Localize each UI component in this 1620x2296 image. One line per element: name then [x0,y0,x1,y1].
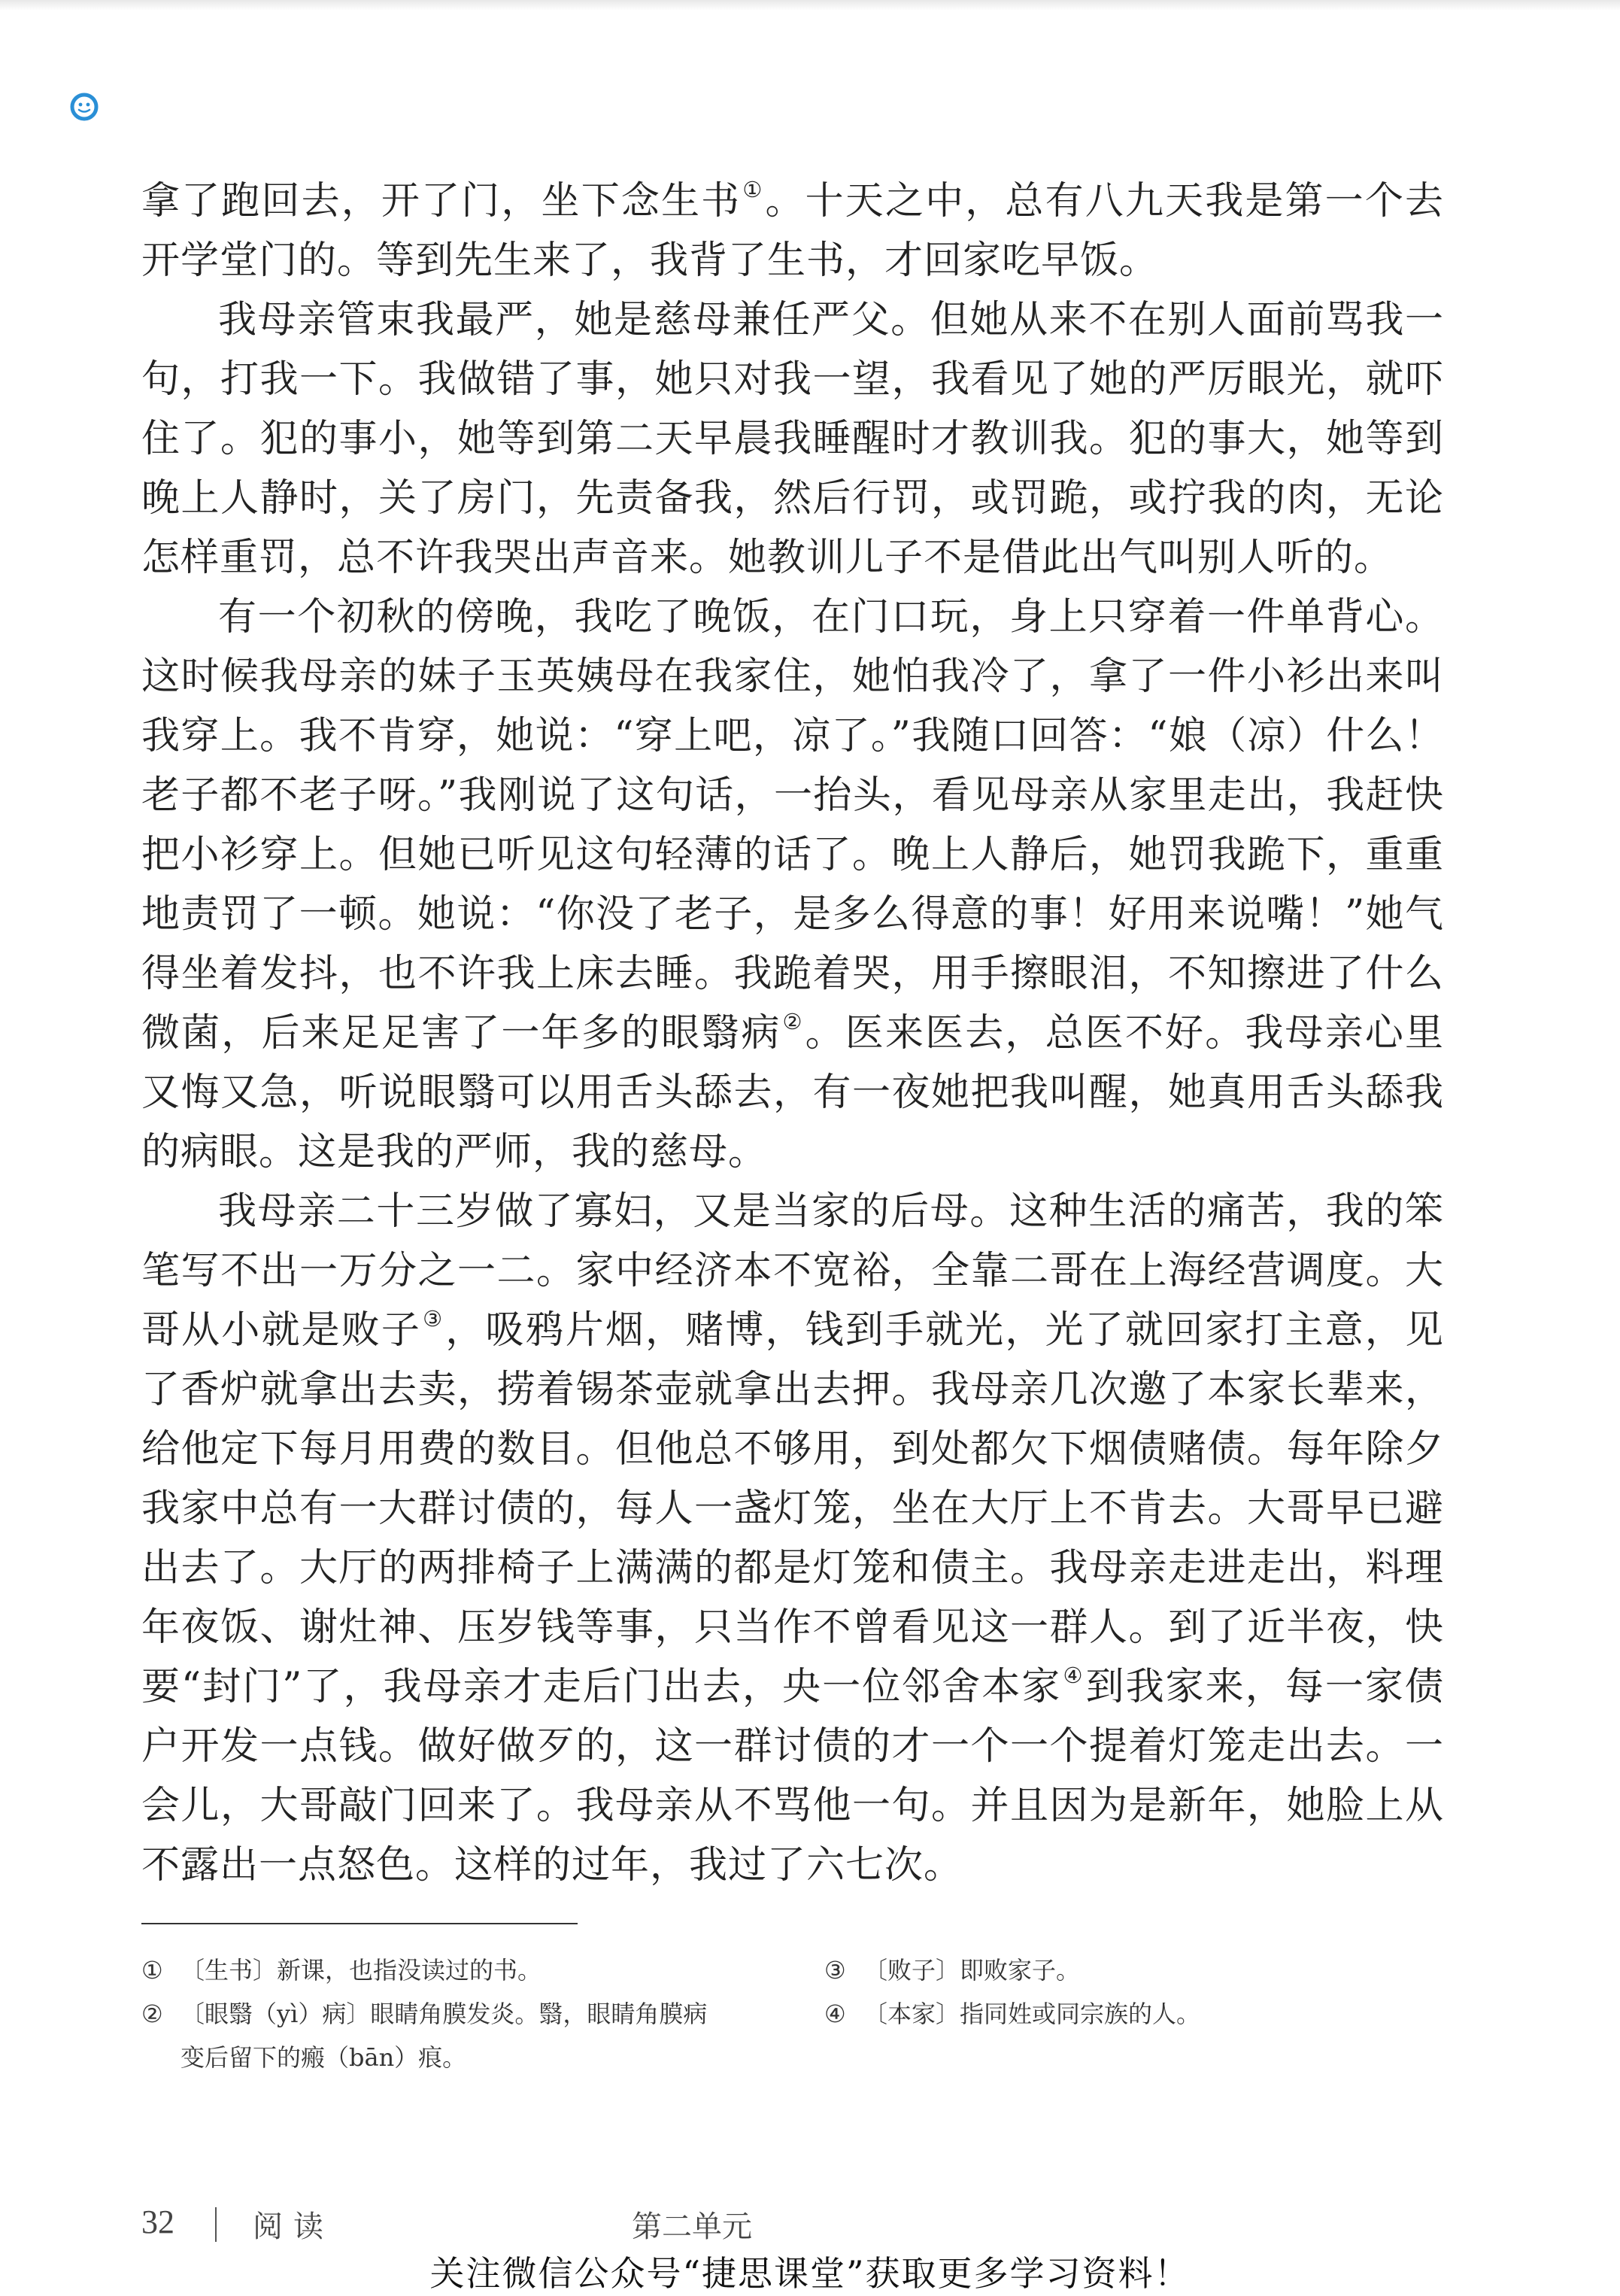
footnote-reference: ④ [1063,1663,1085,1688]
footnote-item [824,1992,1426,2036]
footer-divider [215,2207,217,2242]
body-paragraph [141,588,1444,1182]
footnote-text: 〔本家〕指同姓或同宗族的人。 [863,2000,1201,2028]
paragraph-text: 。十天之中，总有八九天我是第一个去开学堂门的。等到先生来了，我背了生书，才回家吃早饭。 [141,179,1444,283]
paragraph-text: 我母亲二十三岁做了寡妇，又是当家的后母。这种生活的痛苦，我的笨笔写不出一万分之一二。家中经济本不宽裕，全靠二哥在上海经营调度。大哥从小就是败子 [141,1189,1444,1353]
footnote-item [141,1948,713,1992]
footnote-item [141,1992,713,2079]
footnote-number: ① [141,1956,163,1985]
article-body [141,172,1444,1895]
footnote-number: ④ [824,2000,846,2028]
footnote-text: 〔眼翳（yì）病〕眼睛角膜发炎。翳，眼睛角膜病变后留下的瘢（bān）痕。 [181,2000,708,2072]
unit-name: 第二单元 [632,2209,752,2244]
footnotes-left-column [141,1948,713,2079]
footnotes-right-column [824,1948,1426,2036]
body-paragraph [141,172,1444,290]
body-paragraph [141,290,1444,588]
page-number: 32 [141,2203,174,2240]
footnote-reference: ③ [423,1306,444,1332]
footnote-number: ③ [824,1956,846,1985]
paragraph-text: 。医来医去，总医不好。我母亲心里又悔又急，听说眼翳可以用舌头舔去，有一夜她把我叫醒，她真用舌头舔我的病眼。这是我的严师，我的慈母。 [141,1011,1444,1174]
section-name: 阅读 [253,2209,334,2244]
paragraph-text: 有一个初秋的傍晚，我吃了晚饭，在门口玩，身上只穿着一件单背心。这时候我母亲的妹子玉英姨母在我家住，她怕我冷了，拿了一件小衫出来叫我穿上。我不肯穿，她说：“穿上吧，凉了。”我随口回答：“娘（凉）什么！老子都不老子呀。”我刚说了这句话，一抬头，看见母亲从家里走出，我赶快把小衫穿上。但她已听见这句轻薄的话了。晚上人静后，她罚我跪下，重重地责罚了一顿。她说：“你没了老子，是多么得意的事！好用来说嘴！”她气得坐着发抖，也不许我上床去睡。我跪着哭，用手擦眼泪，不知擦进了什么微菌，后来足足害了一年多的眼翳病 [141,595,1444,1055]
paragraph-text: 我母亲管束我最严，她是慈母兼任严父。但她从来不在别人面前骂我一句，打我一下。我做错了事，她只对我一望，我看见了她的严厉眼光，就吓住了。犯的事小，她等到第二天早晨我睡醒时才教训我。犯的事大，她等到晚上人静时，关了房门，先责备我，然后行罚，或罚跪，或拧我的肉，无论怎样重罚，总不许我哭出声音来。她教训儿子不是借此出气叫别人听的。 [141,298,1444,580]
wechat-watermark: 关注微信公众号“捷思课堂”获取更多学习资料！ [429,2253,1191,2294]
footnote-text: 〔生书〕新课，也指没读过的书。 [181,1956,542,1985]
paragraph-text: 拿了跑回去，开了门，坐下念生书 [141,179,742,223]
footnote-reference: ② [782,1009,804,1034]
footnote-item [824,1948,1426,1992]
page-footer [141,2203,1420,2248]
paragraph-text: ，吸鸦片烟，赌博，钱到手就光，光了就回家打主意，见了香炉就拿出去卖，捞着锡茶壶就拿出去押。我母亲几次邀了本家长辈来，给他定下每月用费的数目。但他总不够用，到处都欠下烟债赌债。每年除夕我家中总有一大群讨债的，每人一盏灯笼，坐在大厅上不肯去。大哥早已避出去了。大厅的两排椅子上满满的都是灯笼和债主。我母亲走进走出，料理年夜饭、谢灶神、压岁钱等事，只当作不曾看见这一群人。到了近半夜，快要“封门”了，我母亲才走后门出去，央一位邻舍本家 [141,1308,1444,1709]
smiley-reading-icon [69,92,99,122]
paragraph-text: 到我家来，每一家债户开发一点钱。做好做歹的，这一群讨债的才一个一个提着灯笼走出去。一会儿，大哥敲门回来了。我母亲从不骂他一句。并且因为是新年，她脸上从不露出一点怒色。这样的过年，我过了六七次。 [141,1665,1444,1888]
page-top-edge [0,0,1620,11]
footnote-text: 〔败子〕即败家子。 [863,1956,1081,1985]
footnote-divider [141,1923,578,1924]
body-paragraph [141,1182,1444,1895]
footnote-number: ② [141,2000,163,2028]
footnote-reference: ① [742,177,764,202]
